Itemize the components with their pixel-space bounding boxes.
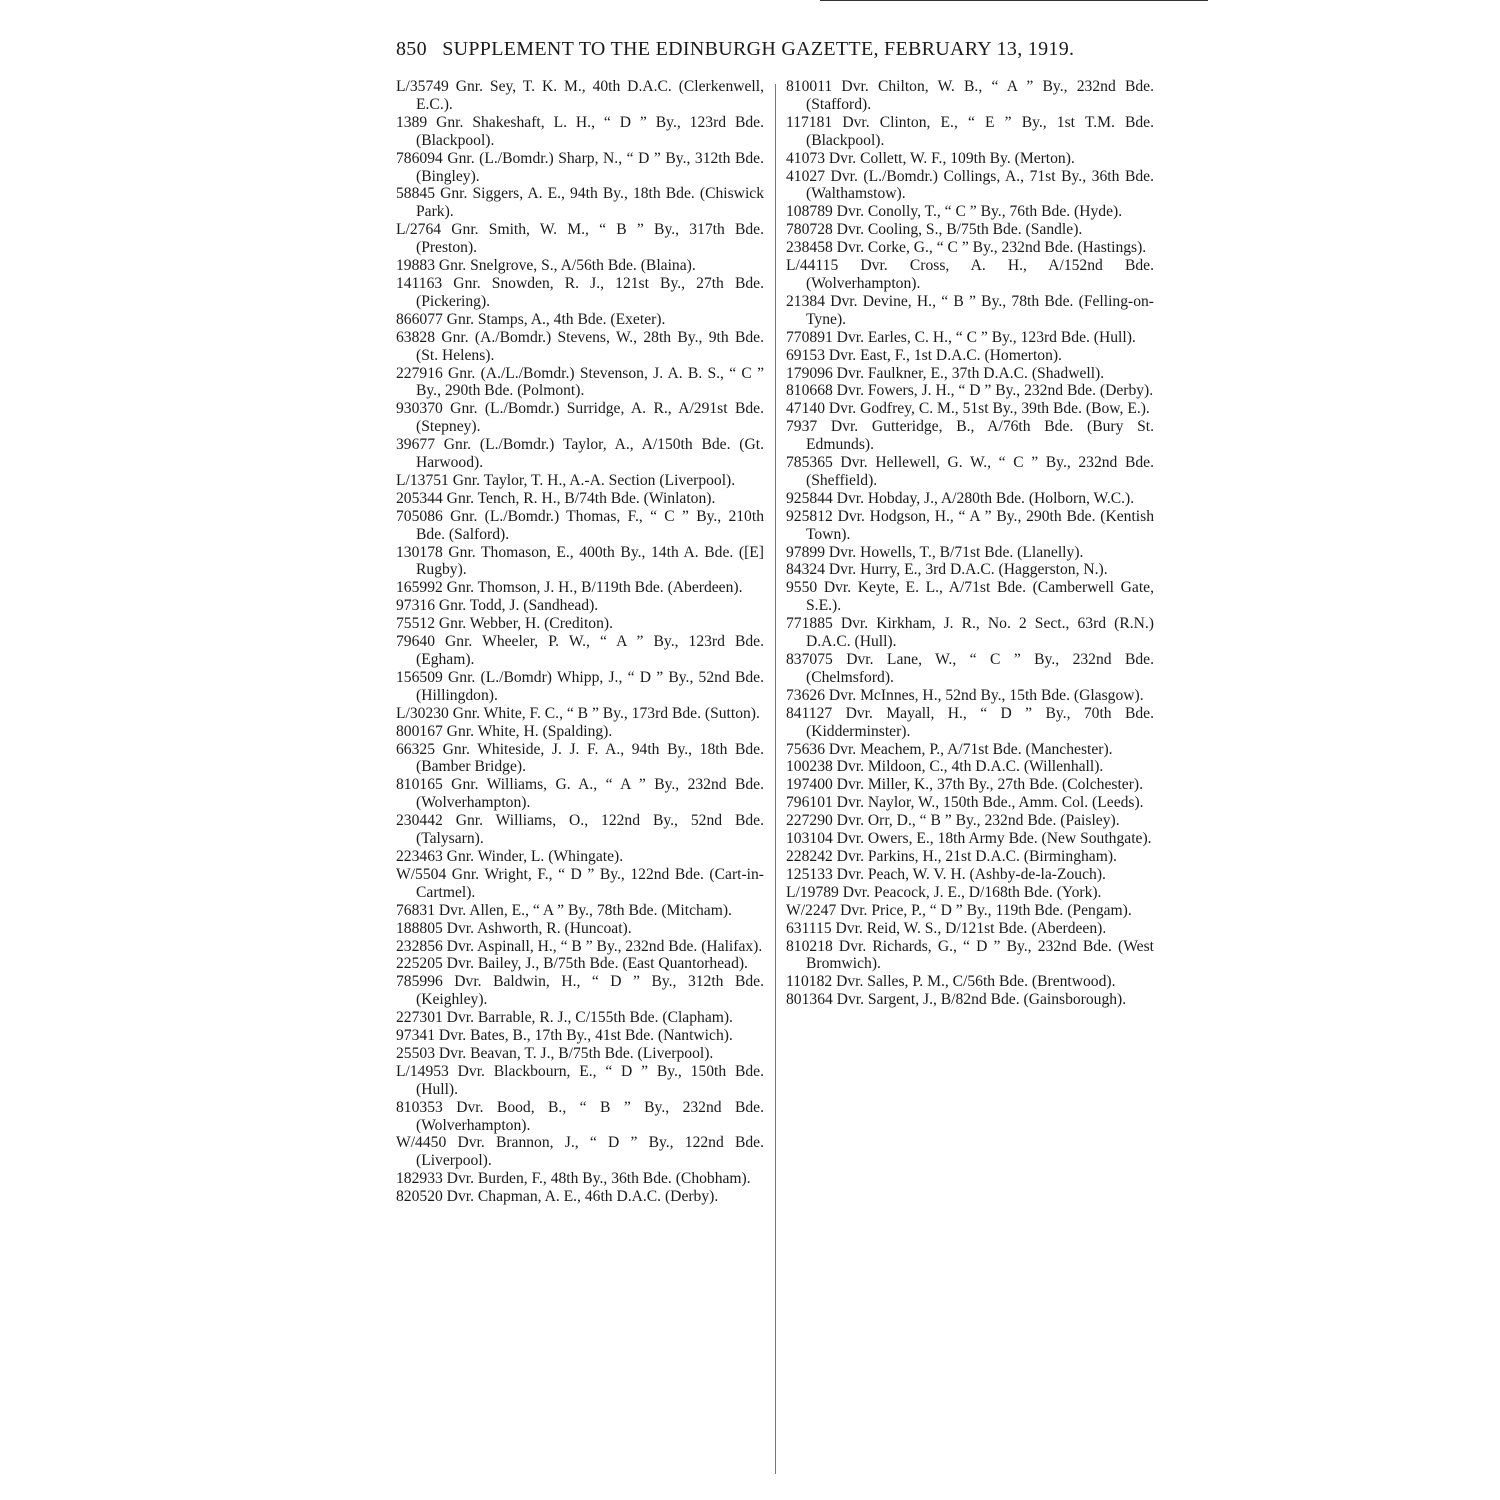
list-item: 108789 Dvr. Conolly, T., “ C ” By., 76th Bde. (Hyde). xyxy=(786,203,1123,221)
list-item: 19883 Gnr. Snelgrove, S., A/56th Bde. (Blaina). xyxy=(396,257,696,275)
list-item: 925812 Dvr. Hodgson, H., “ A ” By., 290th Bde. (Kentish Town). xyxy=(786,507,1154,543)
list-item: 1389 Gnr. Shakeshaft, L. H., “ D ” By., 123rd Bde. (Blackpool). xyxy=(396,113,764,149)
list-item: 130178 Gnr. Thomason, E., 400th By., 14th A. Bde. ([E] Rugby). xyxy=(396,543,764,579)
list-item: 141163 Gnr. Snowden, R. J., 121st By., 27th Bde. (Pickering). xyxy=(396,274,764,310)
list-item: 7937 Dvr. Gutteridge, B., A/76th Bde. (Bury St. Edmunds). xyxy=(786,418,1154,454)
list-item: 230442 Gnr. Williams, O., 122nd By., 52nd Bde. (Talysarn). xyxy=(396,812,764,848)
list-item: 810218 Dvr. Richards, G., “ D ” By., 232nd Bde. (West Bromwich). xyxy=(786,937,1154,973)
list-item: 810668 Dvr. Fowers, J. H., “ D ” By., 232nd Bde. (Derby). xyxy=(786,382,1154,400)
list-item: 841127 Dvr. Mayall, H., “ D ” By., 70th Bde. (Kidderminster). xyxy=(786,704,1154,740)
list-item: 232856 Dvr. Aspinall, H., “ B ” By., 232nd Bde. (Halifax). xyxy=(396,937,763,955)
list-item: 75636 Dvr. Meachem, P., A/71st Bde. (Manchester). xyxy=(786,740,1113,758)
list-item: 227916 Gnr. (A./L./Bomdr.) Stevenson, J. A. B. S., “ C ” By., 290th Bde. (Polmont). xyxy=(396,364,764,400)
list-item: 110182 Dvr. Salles, P. M., C/56th Bde. (Brentwood). xyxy=(786,973,1116,991)
list-item: 786094 Gnr. (L./Bomdr.) Sharp, N., “ D ” By., 312th Bde. (Bingley). xyxy=(396,149,764,185)
list-item: 810011 Dvr. Chilton, W. B., “ A ” By., 232nd Bde. (Stafford). xyxy=(786,78,1154,113)
list-item: 117181 Dvr. Clinton, E., “ E ” By., 1st T.M. Bde. (Blackpool). xyxy=(786,113,1154,149)
list-item: 810165 Gnr. Williams, G. A., “ A ” By., 232nd Bde. (Wolverhampton). xyxy=(396,776,764,812)
list-item: W/2247 Dvr. Price, P., “ D ” By., 119th Bde. (Pengam). xyxy=(786,901,1132,919)
list-item: L/2764 Gnr. Smith, W. M., “ B ” By., 317th Bde. (Preston). xyxy=(396,221,764,257)
list-item: 179096 Dvr. Faulkner, E., 37th D.A.C. (Shadwell). xyxy=(786,364,1105,382)
list-item: 9550 Dvr. Keyte, E. L., A/71st Bde. (Camberwell Gate, S.E.). xyxy=(786,579,1154,615)
list-item: L/13751 Gnr. Taylor, T. H., A.-A. Section (Liverpool). xyxy=(396,471,736,489)
list-item: 796101 Dvr. Naylor, W., 150th Bde., Amm. Col. (Leeds). xyxy=(786,794,1144,812)
list-item: L/14953 Dvr. Blackbourn, E., “ D ” By., 150th Bde. (Hull). xyxy=(396,1062,764,1098)
list-item: 69153 Dvr. East, F., 1st D.A.C. (Homerton). xyxy=(786,346,1062,364)
list-item: 182933 Dvr. Burden, F., 48th By., 36th Bde. (Chobham). xyxy=(396,1170,751,1188)
list-item: 97316 Gnr. Todd, J. (Sandhead). xyxy=(396,597,599,615)
list-item: 227290 Dvr. Orr, D., “ B ” By., 232nd Bde. (Paisley). xyxy=(786,812,1120,830)
list-item: 58845 Gnr. Siggers, A. E., 94th By., 18th Bde. (Chiswick Park). xyxy=(396,185,764,221)
list-item: 770891 Dvr. Earles, C. H., “ C ” By., 123rd Bde. (Hull). xyxy=(786,328,1136,346)
list-item: 780728 Dvr. Cooling, S., B/75th Bde. (Sandle). xyxy=(786,221,1083,239)
list-item: L/19789 Dvr. Peacock, J. E., D/168th Bde. (York). xyxy=(786,883,1102,901)
list-item: W/4450 Dvr. Brannon, J., “ D ” By., 122nd Bde. (Liverpool). xyxy=(396,1134,764,1170)
list-item: L/35749 Gnr. Sey, T. K. M., 40th D.A.C. (Clerkenwell, E.C.). xyxy=(396,78,764,113)
list-item: 205344 Gnr. Tench, R. H., B/74th Bde. (Winlaton). xyxy=(396,489,716,507)
list-item: L/30230 Gnr. White, F. C., “ B ” By., 173rd Bde. (Sutton). xyxy=(396,704,760,722)
list-item: 837075 Dvr. Lane, W., “ C ” By., 232nd Bde. (Chelmsford). xyxy=(786,651,1154,686)
list-item: 41027 Dvr. (L./Bomdr.) Collings, A., 71st By., 36th Bde. (Walthamstow). xyxy=(786,167,1154,203)
list-item: 771885 Dvr. Kirkham, J. R., No. 2 Sect., 63rd (R.N.) D.A.C. (Hull). xyxy=(786,615,1154,651)
list-item: 705086 Gnr. (L./Bomdr.) Thomas, F., “ C ” By., 210th Bde. (Salford). xyxy=(396,507,764,543)
list-item: 227301 Dvr. Barrable, R. J., C/155th Bde. (Clapham). xyxy=(396,1009,733,1027)
list-item: 800167 Gnr. White, H. (Spalding). xyxy=(396,722,613,740)
list-item: 197400 Dvr. Miller, K., 37th By., 27th Bde. (Colchester). xyxy=(786,776,1143,794)
list-item: 225205 Dvr. Bailey, J., B/75th Bde. (East Quantorhead). xyxy=(396,955,748,973)
list-item: 79640 Gnr. Wheeler, P. W., “ A ” By., 123rd Bde. (Egham). xyxy=(396,633,764,668)
list-item: 125133 Dvr. Peach, W. V. H. (Ashby-de-la-Zouch). xyxy=(786,865,1106,883)
list-item: 100238 Dvr. Mildoon, C., 4th D.A.C. (Willenhall). xyxy=(786,758,1104,776)
list-item: 21384 Dvr. Devine, H., “ B ” By., 78th Bde. (Felling-on-Tyne). xyxy=(786,292,1154,328)
left-column xyxy=(396,78,764,1206)
list-item: 165992 Gnr. Thomson, J. H., B/119th Bde. (Aberdeen). xyxy=(396,579,743,597)
list-item: 41073 Dvr. Collett, W. F., 109th By. (Merton). xyxy=(786,149,1075,167)
list-item: 84324 Dvr. Hurry, E., 3rd D.A.C. (Haggerston, N.). xyxy=(786,561,1108,579)
list-item: 103104 Dvr. Owers, E., 18th Army Bde. (New Southgate). xyxy=(786,830,1152,848)
list-item: 63828 Gnr. (A./Bomdr.) Stevens, W., 28th By., 9th Bde. (St. Helens). xyxy=(396,328,764,364)
list-item: 801364 Dvr. Sargent, J., B/82nd Bde. (Gainsborough). xyxy=(786,991,1127,1009)
list-item: 76831 Dvr. Allen, E., “ A ” By., 78th Bde. (Mitcham). xyxy=(396,901,732,919)
list-item: 631115 Dvr. Reid, W. S., D/121st Bde. (Aberdeen). xyxy=(786,919,1107,937)
list-item: 930370 Gnr. (L./Bomdr.) Surridge, A. R., A/291st Bde. (Stepney). xyxy=(396,400,764,436)
list-item: 785996 Dvr. Baldwin, H., “ D ” By., 312th Bde. (Keighley). xyxy=(396,973,764,1009)
list-item: 820520 Dvr. Chapman, A. E., 46th D.A.C. (Derby). xyxy=(396,1188,719,1206)
list-item: 75512 Gnr. Webber, H. (Crediton). xyxy=(396,615,613,633)
list-item: 925844 Dvr. Hobday, J., A/280th Bde. (Holborn, W.C.). xyxy=(786,489,1135,507)
list-item: L/44115 Dvr. Cross, A. H., A/152nd Bde. (Wolverhampton). xyxy=(786,257,1154,292)
list-item: 866077 Gnr. Stamps, A., 4th Bde. (Exeter). xyxy=(396,310,666,328)
page-header xyxy=(396,38,1156,61)
list-item: 156509 Gnr. (L./Bomdr) Whipp, J., “ D ” By., 52nd Bde. (Hillingdon). xyxy=(396,668,764,704)
list-item: 238458 Dvr. Corke, G., “ C ” By., 232nd Bde. (Hastings). xyxy=(786,239,1147,257)
right-column xyxy=(786,78,1154,1009)
page-number: 850 xyxy=(396,38,427,60)
list-item: 97899 Dvr. Howells, T., B/71st Bde. (Llanelly). xyxy=(786,543,1084,561)
list-item: 188805 Dvr. Ashworth, R. (Huncoat). xyxy=(396,919,632,937)
column-divider xyxy=(775,84,776,1474)
list-item: 39677 Gnr. (L./Bomdr.) Taylor, A., A/150th Bde. (Gt. Harwood). xyxy=(396,436,764,472)
page-title: SUPPLEMENT TO THE EDINBURGH GAZETTE, FEBRUARY 13, 1919. xyxy=(442,38,1075,60)
list-item: 785365 Dvr. Hellewell, G. W., “ C ” By., 232nd Bde. (Sheffield). xyxy=(786,454,1154,489)
list-item: 73626 Dvr. McInnes, H., 52nd By., 15th Bde. (Glasgow). xyxy=(786,686,1144,704)
list-item: 66325 Gnr. Whiteside, J. J. F. A., 94th By., 18th Bde. (Bamber Bridge). xyxy=(396,740,764,776)
list-item: 25503 Dvr. Beavan, T. J., B/75th Bde. (Liverpool). xyxy=(396,1044,714,1062)
list-item: 223463 Gnr. Winder, L. (Whingate). xyxy=(396,847,624,865)
list-item: W/5504 Gnr. Wright, F., “ D ” By., 122nd Bde. (Cart-in-Cartmel). xyxy=(396,865,764,901)
list-item: 810353 Dvr. Bood, B., “ B ” By., 232nd Bde. (Wolverhampton). xyxy=(396,1098,764,1134)
top-rule xyxy=(820,0,1208,1)
list-item: 47140 Dvr. Godfrey, C. M., 51st By., 39th Bde. (Bow, E.). xyxy=(786,400,1150,418)
list-item: 228242 Dvr. Parkins, H., 21st D.A.C. (Birmingham). xyxy=(786,847,1117,865)
list-item: 97341 Dvr. Bates, B., 17th By., 41st Bde. (Nantwich). xyxy=(396,1027,733,1045)
